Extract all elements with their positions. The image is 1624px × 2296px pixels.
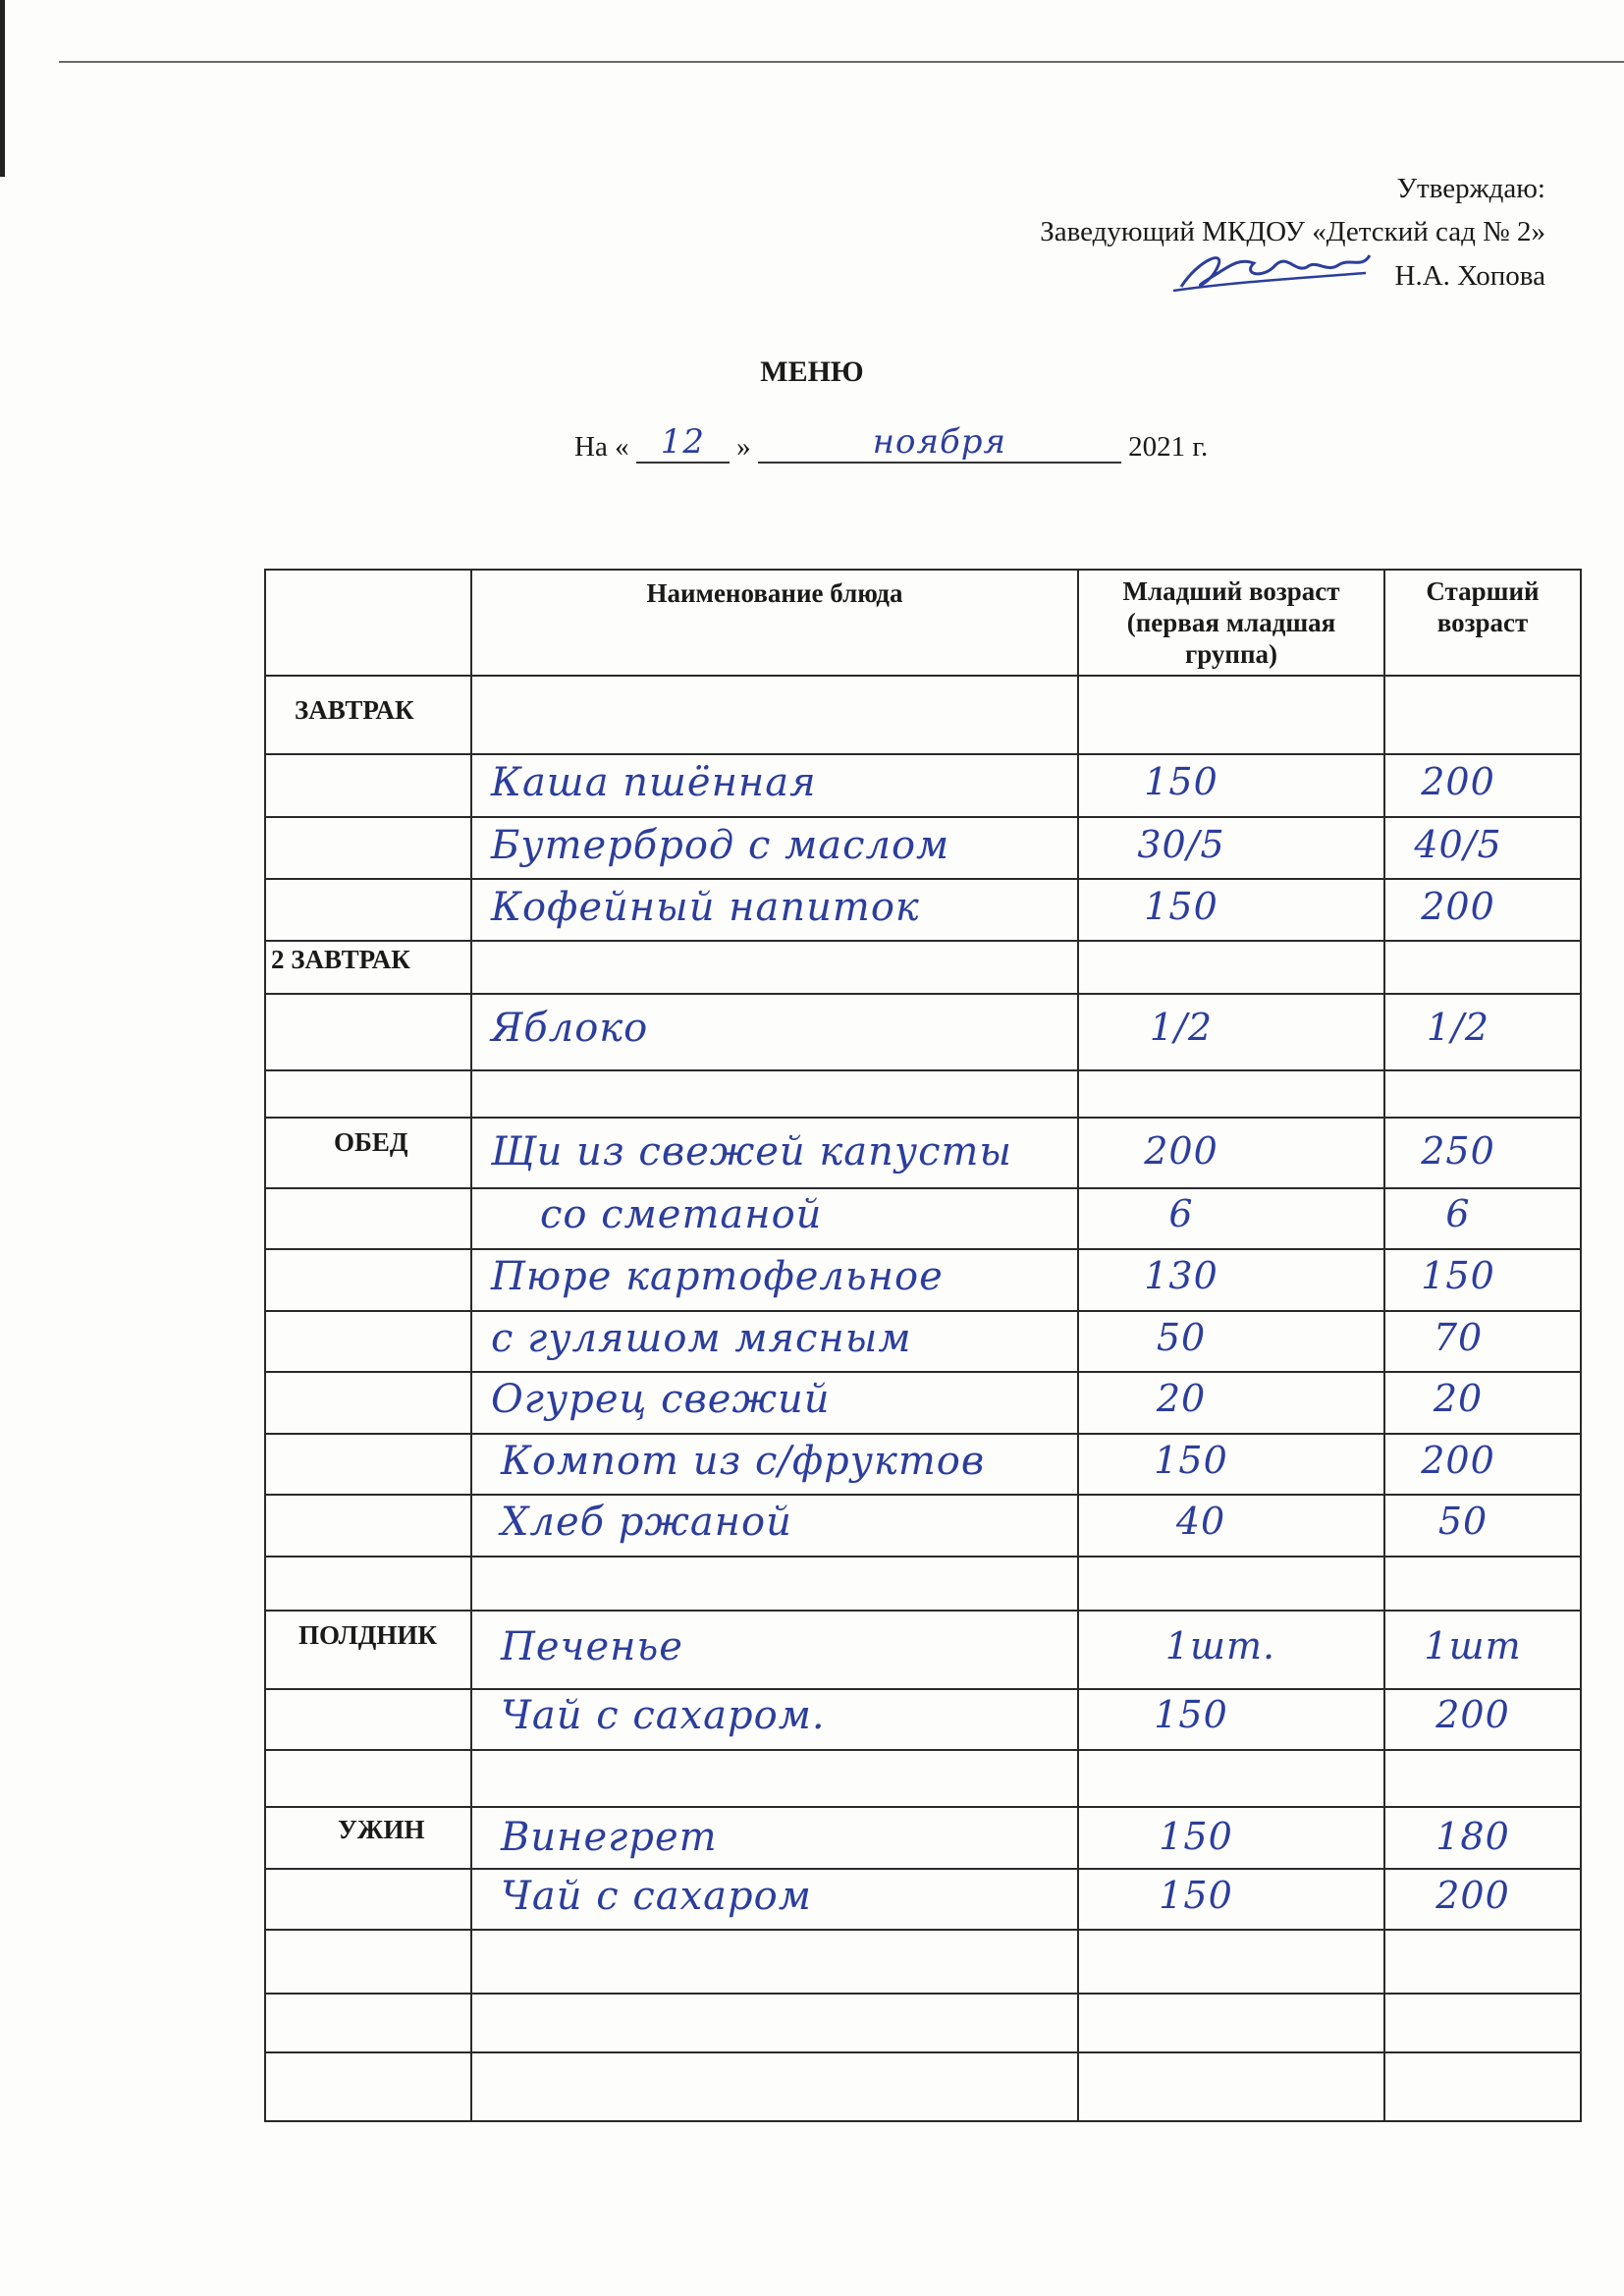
senior-portion: 50 <box>1437 1500 1489 1543</box>
junior-portion: 150 <box>1144 760 1218 803</box>
senior-portion: 250 <box>1421 1129 1495 1173</box>
dish-name: Компот из с/фруктов <box>501 1439 986 1484</box>
senior-portion: 40/5 <box>1414 823 1502 866</box>
dish-name: Пюре картофельное <box>491 1254 944 1299</box>
junior-portion: 1/2 <box>1149 1006 1214 1049</box>
junior-portion: 40 <box>1175 1500 1226 1543</box>
senior-portion: 1шт <box>1424 1624 1522 1667</box>
senior-portion: 200 <box>1421 760 1495 803</box>
dish-name: Бутерброд с маслом <box>491 823 950 868</box>
dish-name: Яблоко <box>491 1006 649 1051</box>
senior-portion: 200 <box>1421 885 1495 928</box>
senior-portion: 200 <box>1421 1439 1495 1482</box>
dish-name: Кофейный напиток <box>491 885 920 930</box>
senior-portion: 70 <box>1433 1316 1484 1359</box>
column-header-junior: Младший возраст (первая младшая группа) <box>1122 576 1340 669</box>
date-mid: » <box>736 431 751 463</box>
dish-name: с гуляшом мясным <box>491 1316 912 1361</box>
junior-portion: 130 <box>1144 1254 1218 1297</box>
senior-portion: 200 <box>1435 1874 1510 1917</box>
senior-portion: 150 <box>1421 1254 1495 1297</box>
senior-portion: 180 <box>1435 1815 1510 1858</box>
junior-portion: 20 <box>1156 1377 1207 1420</box>
senior-portion: 6 <box>1445 1192 1471 1235</box>
junior-portion: 6 <box>1168 1192 1194 1235</box>
dish-name: Каша пшённая <box>491 760 817 805</box>
dish-name: Чай с сахаром. <box>501 1693 826 1738</box>
junior-portion: 150 <box>1159 1815 1233 1858</box>
approve-label: Утверждаю: <box>1396 173 1545 204</box>
junior-portion: 30/5 <box>1137 823 1225 866</box>
section-lunch: ОБЕД <box>334 1127 408 1157</box>
date-day: 12 <box>636 422 730 464</box>
senior-portion: 1/2 <box>1426 1006 1490 1049</box>
junior-portion: 150 <box>1159 1874 1233 1917</box>
dish-name: Щи из свежей капусты <box>491 1129 1012 1175</box>
junior-portion: 150 <box>1154 1693 1228 1736</box>
section-second-breakfast: 2 ЗАВТРАК <box>271 945 410 974</box>
dish-name: со сметаной <box>540 1192 823 1237</box>
section-dinner: УЖИН <box>338 1815 425 1844</box>
date-prefix: На « <box>574 431 629 463</box>
section-snack: ПОЛДНИК <box>298 1620 437 1650</box>
dish-name: Хлеб ржаной <box>501 1500 792 1545</box>
page-title: МЕНЮ <box>760 355 864 388</box>
section-breakfast: ЗАВТРАК <box>295 695 414 725</box>
column-header-senior: Старший возраст <box>1426 576 1540 637</box>
approver-position: Заведующий МКДОУ «Детский сад № 2» <box>1040 216 1545 247</box>
approver-name: Н.А. Хопова <box>1394 260 1545 292</box>
junior-portion: 150 <box>1144 885 1218 928</box>
junior-portion: 1шт. <box>1164 1624 1276 1667</box>
dish-name: Огурец свежий <box>491 1377 831 1422</box>
date-year: 2021 г. <box>1128 431 1209 463</box>
senior-portion: 20 <box>1433 1377 1484 1420</box>
senior-portion: 200 <box>1435 1693 1510 1736</box>
junior-portion: 150 <box>1154 1439 1228 1482</box>
dish-name: Печенье <box>501 1624 683 1669</box>
dish-name: Винегрет <box>501 1815 718 1860</box>
junior-portion: 200 <box>1144 1129 1218 1173</box>
date-month: ноября <box>758 422 1121 464</box>
junior-portion: 50 <box>1156 1316 1207 1359</box>
dish-name: Чай с сахаром <box>501 1874 812 1919</box>
column-header-dish: Наименование блюда <box>646 578 903 608</box>
